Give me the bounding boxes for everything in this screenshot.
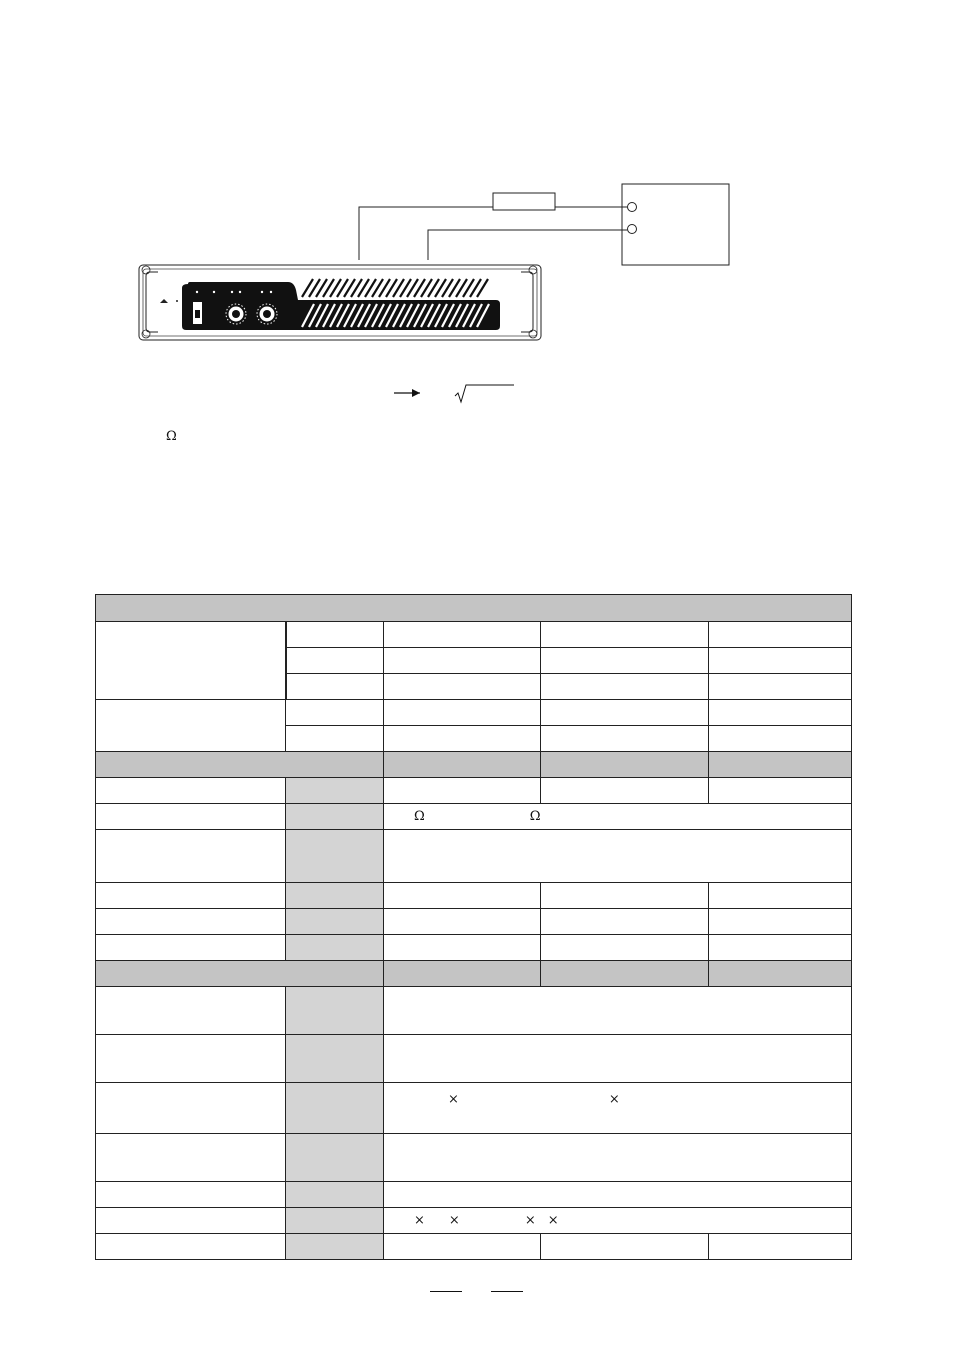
table-row: [96, 778, 852, 804]
table-row: [96, 1234, 852, 1260]
spec-table: [95, 594, 852, 1260]
meter-box: [622, 184, 729, 265]
table-row: [96, 935, 852, 961]
table-row: [96, 595, 852, 622]
meter-terminal-1: [628, 203, 637, 212]
footer-bar-right: [491, 1291, 523, 1292]
meter-terminal-2: [628, 225, 637, 234]
ohm-symbol: Ω: [166, 429, 177, 444]
table-row: [96, 1035, 852, 1083]
connection-diagram: [0, 0, 954, 420]
table-row: Ω Ω: [96, 804, 852, 830]
footer-bar-left: [430, 1291, 462, 1292]
table-row: [96, 1134, 852, 1182]
table-row: × × × ×: [96, 1208, 852, 1234]
table-row: [96, 909, 852, 935]
load-resistor: [493, 193, 555, 210]
table-row: [96, 883, 852, 909]
table-row: [96, 987, 852, 1035]
table-row: [96, 700, 852, 726]
table-row: × ×: [96, 1083, 852, 1134]
table-row: [96, 752, 852, 778]
table-row: [96, 830, 852, 883]
table-row: [96, 622, 852, 648]
wire-2: [428, 230, 627, 260]
square-root-sign: [455, 385, 514, 402]
wire-1: [359, 207, 493, 260]
table-row: [96, 961, 852, 987]
amplifier-front-panel: [139, 265, 541, 340]
table-row: [96, 1182, 852, 1208]
